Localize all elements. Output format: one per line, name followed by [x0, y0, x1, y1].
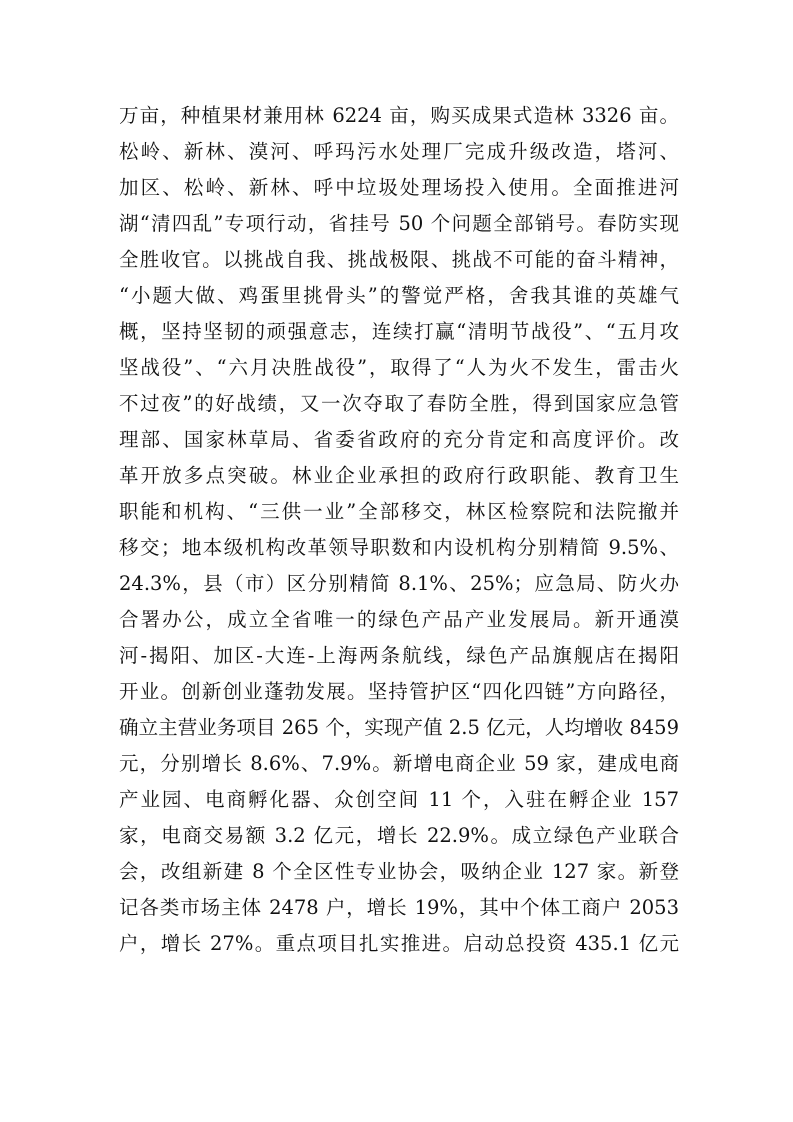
text-line: 加区、松岭、新林、呼中垃圾处理场投入使用。全面推进河	[119, 176, 679, 199]
text-line: 全胜收官。以挑战自我、挑战极限、挑战不可能的奋斗精神，	[119, 248, 679, 271]
text-line: 湖“清四乱”专项行动，省挂号 50 个问题全部销号。春防实现	[119, 212, 679, 235]
text-line: 确立主营业务项目 265 个，实现产值 2.5 亿元，人均增收 8459	[119, 716, 679, 739]
text-line: 革开放多点突破。林业企业承担的政府行政职能、教育卫生	[119, 464, 679, 487]
text-line: 24.3%，县（市）区分别精简 8.1%、25%；应急局、防火办	[119, 572, 679, 595]
text-line: 会，改组新建 8 个全区性专业协会，吸纳企业 127 家。新登	[119, 860, 679, 883]
text-line: 开业。创新创业蓬勃发展。坚持管护区“四化四链”方向路径，	[119, 680, 679, 703]
text-line: 理部、国家林草局、省委省政府的充分肯定和高度评价。改	[119, 428, 679, 451]
text-line: 河-揭阳、加区-大连-上海两条航线，绿色产品旗舰店在揭阳	[119, 644, 679, 667]
text-line: 概，坚持坚韧的顽强意志，连续打赢“清明节战役”、“五月攻	[119, 320, 679, 343]
text-line: 不过夜”的好战绩，又一次夺取了春防全胜，得到国家应急管	[119, 392, 679, 415]
text-line: 职能和机构、“三供一业”全部移交，林区检察院和法院撤并	[119, 500, 679, 523]
text-line: 万亩，种植果材兼用林 6224 亩，购买成果式造林 3326 亩。	[119, 104, 679, 127]
text-line: “小题大做、鸡蛋里挑骨头”的警觉严格，舍我其谁的英雄气	[119, 284, 679, 307]
text-line: 产业园、电商孵化器、众创空间 11 个，入驻在孵企业 157	[119, 788, 679, 811]
text-line: 移交；地本级机构改革领导职数和内设机构分别精简 9.5%、	[119, 536, 679, 559]
text-line: 记各类市场主体 2478 户，增长 19%，其中个体工商户 2053	[119, 896, 679, 919]
text-line: 户，增长 27%。重点项目扎实推进。启动总投资 435.1 亿元	[119, 932, 679, 955]
text-line: 坚战役”、“六月决胜战役”，取得了“人为火不发生，雷击火	[119, 356, 679, 379]
text-line: 元，分别增长 8.6%、7.9%。新增电商企业 59 家，建成电商	[119, 752, 679, 775]
text-line: 家，电商交易额 3.2 亿元，增长 22.9%。成立绿色产业联合	[119, 824, 679, 847]
text-line: 松岭、新林、漠河、呼玛污水处理厂完成升级改造，塔河、	[119, 140, 679, 163]
text-line: 合署办公，成立全省唯一的绿色产品产业发展局。新开通漠	[119, 608, 679, 631]
